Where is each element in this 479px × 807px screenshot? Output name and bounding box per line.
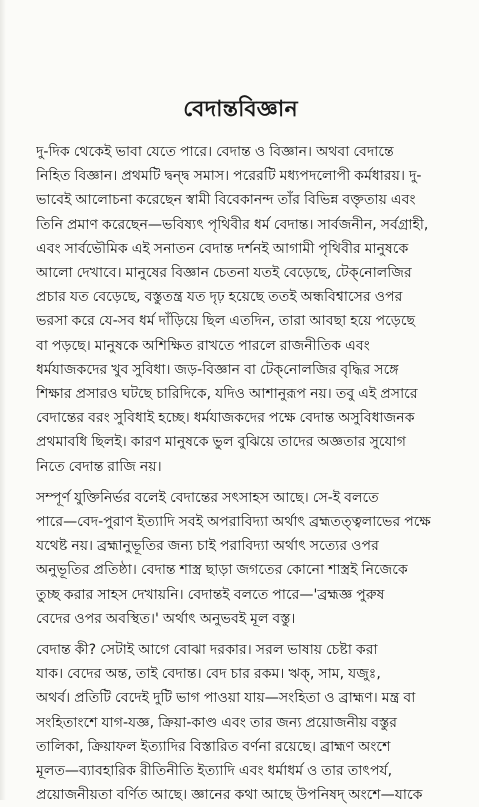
text-line: অনুভূতির প্রতিষ্ঠা। বেদান্ত শাস্ত্র ছাড়া জগতের কোনো শাস্ত্রই নিজেকে: [36, 562, 408, 579]
paragraph-2: [36, 486, 445, 631]
text-line: ভাবেই আলোচনা করেছেন স্বামী বিবেকানন্দ তাঁর বিভিন্ন বক্তৃতায় এবং: [36, 192, 416, 209]
text-line: নিতে বেদান্ত রাজি নয়।: [36, 458, 162, 475]
chapter-title: বেদান্তবিজ্ঞান: [183, 97, 298, 122]
text-line: প্রচার যত বেড়েছে, বস্তুতন্ত্র যত দৃঢ় হয়েছে ততই অন্ধবিশ্বাসের ওপর: [36, 289, 403, 306]
text-line: অথর্ব। প্রতিটি বেদেই দুটি ভাগ পাওয়া যায়—সংহিতা ও ব্রাহ্মণ। মন্ত্র বা: [36, 690, 416, 707]
text-line: ধর্মযাজকদের খুব সুবিধা। জড়-বিজ্ঞান বা টেক্‌নোলজির বৃদ্ধির সঙ্গে: [36, 361, 399, 378]
text-line: তিনি প্রমাণ করেছেন—ভবিষ্যৎ পৃথিবীর ধর্ম বেদান্ত। সার্বজনীন, সর্বগ্রাহী,: [36, 216, 429, 233]
text-line: ভরসা করে যে-সব ধর্ম দাঁড়িয়ে ছিল এতদিন, তারা আবছা হয়ে পড়েছে: [36, 313, 416, 330]
text-line: মূলত—ব্যাবহারিক রীতিনীতি ইত্যাদি এবং ধর্মাধর্ম ও তার তাৎপর্য,: [36, 763, 393, 780]
text-line: বেদান্ত কী? সেটাই আগে বোঝা দরকার। সরল ভাষায় চেষ্টা করা: [36, 642, 378, 659]
text-line: তালিকা, ক্রিয়াফল ইত্যাদির বিস্তারিত বর্ণনা রয়েছে। ব্রাহ্মণ অংশে: [36, 738, 391, 755]
text-line: সম্পূর্ণ যুক্তিনির্ভর বলেই বেদান্তের সৎসাহস আছে। সে-ই বলতে: [36, 489, 379, 506]
text-line: দু-দিক থেকেই ভাবা যেতে পারে। বেদান্ত ও বিজ্ঞান। অথবা বেদান্তে: [36, 144, 394, 160]
text-line: যাক। বেদের অন্ত, তাই বেদান্ত। বেদ চার রকম। ঋক্‌, সাম, যজুঃ,: [36, 666, 381, 683]
paragraph-1: [36, 140, 445, 479]
text-line: প্রয়োজনীয়তা বর্ণিত আছে। জ্ঞানের কথা আছে উপনিষদ্‌ অংশে—যাকে: [36, 787, 423, 804]
text-line: যথেষ্ট নয়। ব্রহ্মানুভূতির জন্য চাই পরাবিদ্যা অর্থাৎ সত্যের ওপর: [36, 538, 379, 555]
text-line: আলো দেখাবে। মানুষের বিজ্ঞান চেতনা যতই বেড়েছে, টেক্‌নোলজির: [36, 265, 412, 282]
text-line: বেদান্তের বরং সুবিধাই হচ্ছে। ধর্মযাজকদের পক্ষে বেদান্ত অসুবিধাজনক: [36, 410, 415, 427]
text-line: নিহিত বিজ্ঞান। প্রথমটি দ্বন্দ্ব সমাস। পরেরটি মধ্যপদলোপী কর্মধারয়। দু-: [36, 168, 422, 185]
paragraph-3: [36, 638, 445, 807]
text-line: পারে—বেদ-পুরাণ ইত্যাদি সবই অপরাবিদ্যা অর্থাৎ ব্রহ্মতত্ত্বলাভের পক্ষে: [36, 514, 431, 531]
text-line: সংহিতাংশে যাগ-যজ্ঞ, ক্রিয়া-কাণ্ড এবং তার জন্য প্রয়োজনীয় বস্তুর: [36, 714, 398, 731]
text-line: বেদের ওপর অবস্থিত।' অর্থাৎ অনুভবই মূল বস্তু।: [36, 610, 296, 627]
text-line: শিক্ষার প্রসারও ঘটছে চারিদিকে, যদিও আশানুরূপ নয়। তবু এই প্রসারে: [36, 386, 418, 403]
text-line: প্রথমাবধি ছিলই। কারণ মানুষকে ভুল বুঝিয়ে তাদের অজ্ঞতার সুযোগ: [36, 434, 406, 451]
text-line: তুচ্ছ করার সাহস দেখায়নি। বেদান্তই বলতে পারে—'ব্রহ্মজ্ঞ পুরুষ: [36, 586, 385, 603]
text-line: এবং সার্বভৌমিক এই সনাতন বেদান্ত দর্শনই আগামী পৃথিবীর মানুষকে: [36, 240, 409, 257]
text-line: বা পড়ছে। মানুষকে অশিক্ষিত রাখতে পারলে রাজনীতিক এবং: [36, 337, 370, 354]
